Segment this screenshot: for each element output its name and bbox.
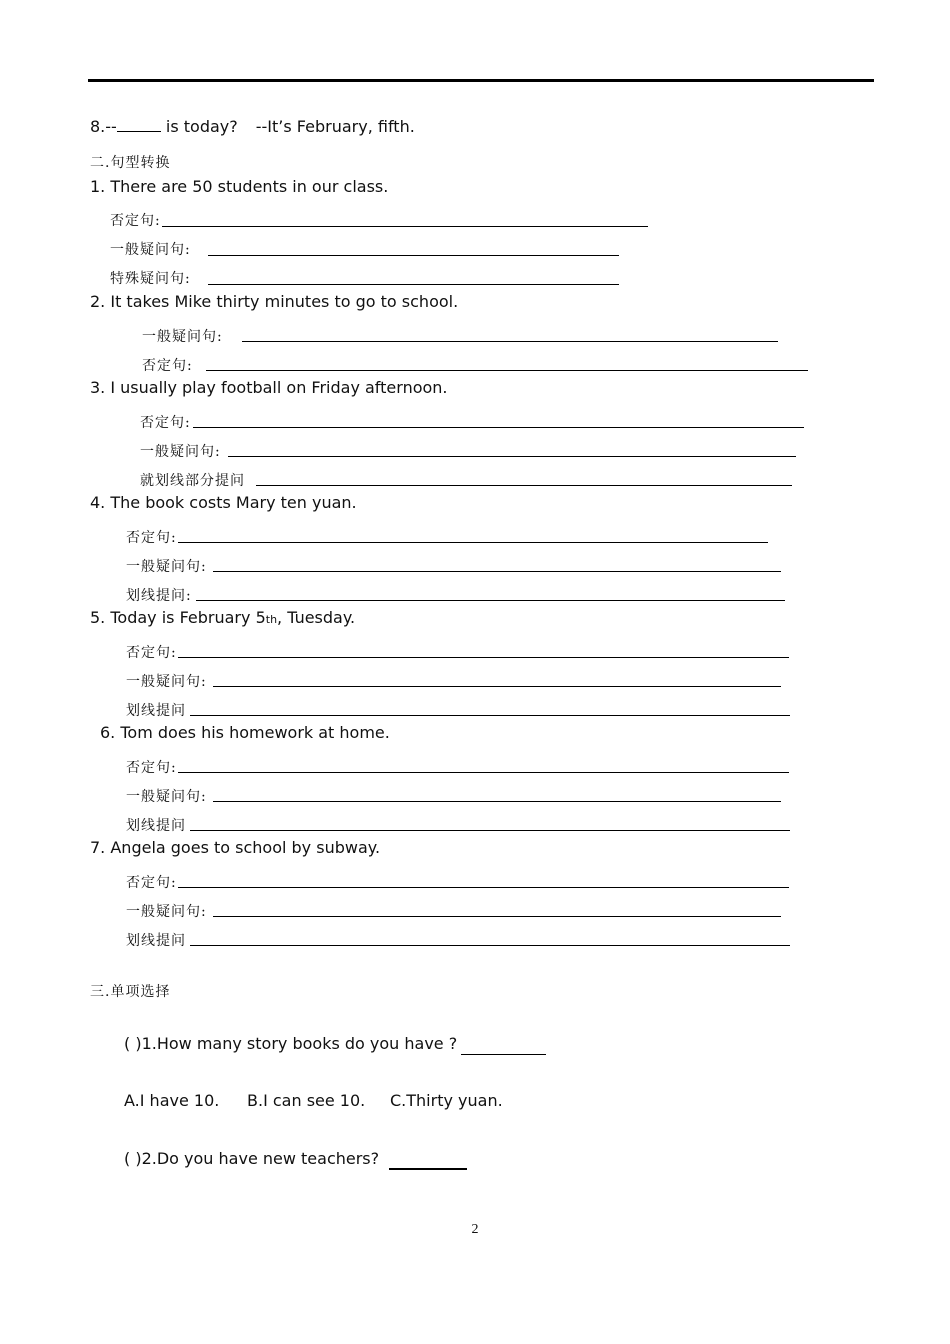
header-rule: [88, 79, 874, 82]
choice-question-1: [124, 1034, 457, 1053]
q8-prefix: 8.--: [90, 117, 117, 136]
item-5-answer-line-general-question[interactable]: [213, 686, 781, 687]
item-5-sentence-suffix: th: [265, 613, 278, 626]
item-3-prompt-negative: 否定句:: [140, 415, 191, 431]
item-1-prompt-special-question: 特殊疑问句:: [110, 271, 191, 287]
item-4-answer-line-negative[interactable]: [178, 542, 768, 543]
item-5-prompt-underlined-question: 划线提问: [126, 703, 186, 719]
question-8: [90, 117, 415, 136]
choice-2-answer-paren[interactable]: ( ): [124, 1149, 142, 1168]
item-7-answer-line-general-question[interactable]: [213, 916, 781, 917]
item-1-prompt-general-question: 一般疑问句:: [110, 242, 191, 258]
choice-1-option-b: B.I can see 10.: [247, 1091, 366, 1110]
item-3-answer-line-underlined-question[interactable]: [256, 485, 792, 486]
item-7-sentence: 7. Angela goes to school by subway.: [90, 838, 381, 857]
item-2-prompt-general-question: 一般疑问句:: [142, 329, 223, 345]
item-7-prompt-negative: 否定句:: [126, 875, 177, 891]
item-3-prompt-underlined-question: 就划线部分提问: [140, 473, 245, 489]
item-7-prompt-general-question: 一般疑问句:: [126, 904, 207, 920]
item-3-answer-line-negative[interactable]: [193, 427, 804, 428]
choice-2-text: 2.Do you have new teachers?: [141, 1149, 380, 1168]
choice-1-option-c: C.Thirty yuan.: [390, 1091, 503, 1110]
item-4-sentence: 4. The book costs Mary ten yuan.: [90, 493, 357, 512]
item-5-prompt-general-question: 一般疑问句:: [126, 674, 207, 690]
item-7-prompt-underlined-question: 划线提问: [126, 933, 186, 949]
item-5-sentence: [90, 608, 355, 627]
item-6-sentence: 6. Tom does his homework at home.: [100, 723, 390, 742]
item-4-prompt-underlined-question: 划线提问:: [126, 588, 192, 604]
item-3-sentence: 3. I usually play football on Friday afternoon.: [90, 378, 448, 397]
item-7-answer-line-negative[interactable]: [178, 887, 789, 888]
item-5-sentence-end: , Tuesday.: [277, 608, 356, 627]
item-1-prompt-negative: 否定句:: [110, 213, 161, 229]
item-5-prompt-negative: 否定句:: [126, 645, 177, 661]
item-6-prompt-underlined-question: 划线提问: [126, 818, 186, 834]
item-6-prompt-negative: 否定句:: [126, 760, 177, 776]
choice-1-blank[interactable]: [461, 1054, 546, 1055]
q8-mid: is today?: [160, 117, 238, 136]
item-1-answer-line-negative[interactable]: [162, 226, 648, 227]
item-4-prompt-negative: 否定句:: [126, 530, 177, 546]
page-number: 2: [471, 1222, 479, 1237]
item-4-prompt-general-question: 一般疑问句:: [126, 559, 207, 575]
section-2-title: 二.句型转换: [90, 155, 171, 171]
item-4-answer-line-general-question[interactable]: [213, 571, 781, 572]
choice-1-text: 1.How many story books do you have ?: [141, 1034, 458, 1053]
item-4-answer-line-underlined-question[interactable]: [196, 600, 785, 601]
item-6-answer-line-general-question[interactable]: [213, 801, 781, 802]
choice-question-2: [124, 1149, 379, 1168]
item-7-answer-line-underlined-question[interactable]: [190, 945, 790, 946]
choice-2-blank[interactable]: [389, 1168, 467, 1170]
item-1-sentence: 1. There are 50 students in our class.: [90, 177, 389, 196]
item-2-answer-line-general-question[interactable]: [242, 341, 778, 342]
choice-1-option-a: A.I have 10.: [124, 1091, 220, 1110]
q8-answer: --It’s February, fifth.: [255, 117, 415, 136]
section-3-title: 三.单项选择: [90, 984, 171, 1000]
item-2-sentence: 2. It takes Mike thirty minutes to go to school.: [90, 292, 459, 311]
item-2-answer-line-negative[interactable]: [206, 370, 808, 371]
item-5-answer-line-underlined-question[interactable]: [190, 715, 790, 716]
item-6-answer-line-negative[interactable]: [178, 772, 789, 773]
item-1-answer-line-general-question[interactable]: [208, 255, 619, 256]
item-6-prompt-general-question: 一般疑问句:: [126, 789, 207, 805]
choice-1-answer-paren[interactable]: ( ): [124, 1034, 142, 1053]
item-5-sentence-main: 5. Today is February 5: [90, 608, 266, 627]
item-2-prompt-negative: 否定句:: [142, 358, 193, 374]
q8-blank[interactable]: [117, 131, 161, 132]
item-6-answer-line-underlined-question[interactable]: [190, 830, 790, 831]
item-5-answer-line-negative[interactable]: [178, 657, 789, 658]
item-3-prompt-general-question: 一般疑问句:: [140, 444, 221, 460]
item-3-answer-line-general-question[interactable]: [228, 456, 796, 457]
item-1-answer-line-special-question[interactable]: [208, 284, 619, 285]
